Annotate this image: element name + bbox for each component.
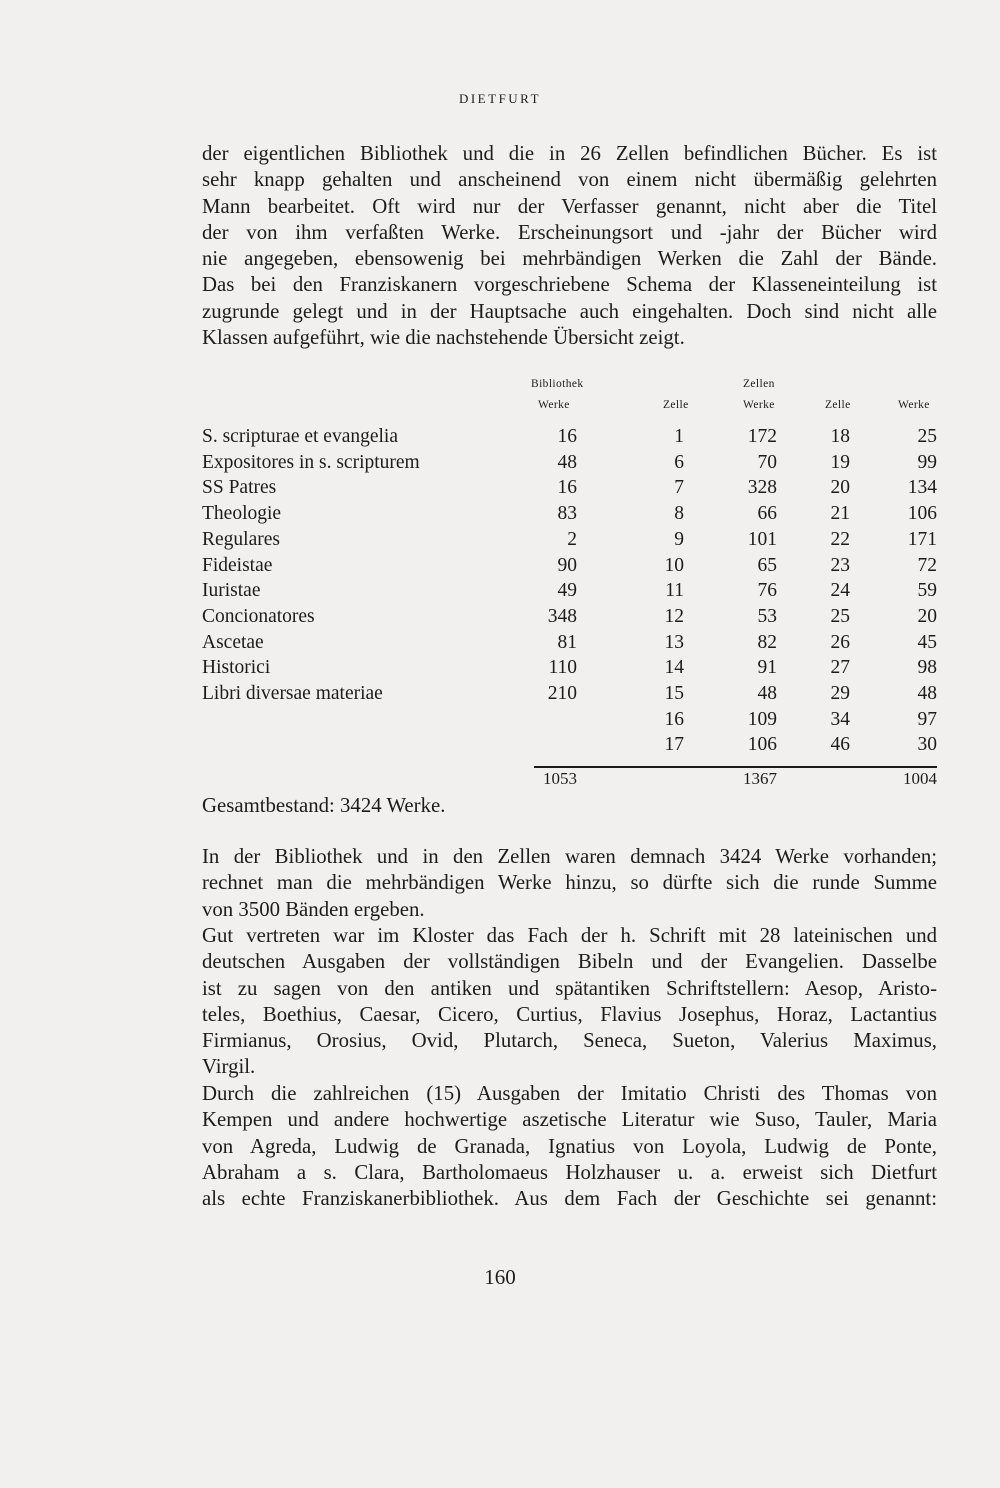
cell-zelle-1: 11 [665, 580, 684, 602]
cell-zelle-2: 23 [830, 554, 850, 576]
cell-zellen-werke-1: 91 [757, 657, 777, 679]
cell-zelle-1: 16 [664, 708, 684, 730]
row-label: Ascetae [202, 631, 264, 653]
cell-zelle-2: 22 [830, 528, 850, 550]
total-bibliothek: 1053 [543, 769, 577, 788]
cell-zellen-werke-2: 99 [917, 451, 937, 473]
table-row [202, 606, 937, 632]
row-label: Fideistae [202, 554, 273, 576]
text-line: teles, Boethius, Caesar, Cicero, Curtius, Flavius Josephus, Horaz, Lactantius [202, 1002, 937, 1026]
text-line: Klassen aufgeführt, wie die nachstehende Übersicht zeigt. [202, 326, 685, 350]
table-row [202, 657, 937, 683]
cell-zelle-1: 17 [664, 734, 684, 756]
text-line: von Agreda, Ludwig de Granada, Ignatius von Loyola, Ludwig de Ponte, [202, 1134, 937, 1158]
text-line: Abraham a s. Clara, Bartholomaeus Holzhauser u. a. erweist sich Dietfurt [202, 1160, 937, 1184]
header-bibliothek: Bibliothek [531, 378, 584, 390]
cell-zelle-2: 25 [830, 605, 850, 627]
cell-bibliothek-werke: 81 [557, 631, 577, 653]
table-row [202, 426, 937, 452]
text-line: rechnet man die mehrbändigen Werke hinzu, so dürfte sich die runde Summe [202, 871, 937, 895]
table-row [202, 632, 937, 658]
cell-bibliothek-werke: 48 [557, 451, 577, 473]
text-line: Durch die zahlreichen (15) Ausgaben der Imitatio Christi des Thomas von [202, 1082, 937, 1105]
cell-zelle-2: 20 [830, 477, 850, 499]
header-werke-zellen-2: Werke [898, 399, 930, 411]
cell-zellen-werke-1: 53 [757, 605, 777, 627]
cell-zellen-werke-2: 106 [907, 503, 937, 525]
row-label: Iuristae [202, 580, 261, 602]
header-werke-bibliothek: Werke [538, 399, 570, 411]
holdings-table [202, 374, 937, 794]
table-row [202, 529, 937, 555]
table-row [202, 503, 937, 529]
cell-zellen-werke-2: 171 [907, 528, 937, 550]
cell-zellen-werke-2: 97 [917, 708, 937, 730]
table-row [202, 477, 937, 503]
table-row [202, 580, 937, 606]
text-line: als echte Franziskanerbibliothek. Aus dem Fach der Geschichte sei genannt: [202, 1187, 937, 1211]
cell-zellen-werke-2: 59 [917, 580, 937, 602]
text-line: sehr knapp gehalten und anscheinend von einem nicht übermäßig gelehrten [202, 168, 937, 192]
cell-zelle-2: 46 [830, 734, 850, 756]
cell-bibliothek-werke: 49 [557, 580, 577, 602]
row-label: Theologie [202, 503, 282, 525]
cell-zellen-werke-1: 172 [747, 426, 777, 447]
cell-zelle-1: 15 [664, 683, 684, 704]
text-line: nie angegeben, ebensowenig bei mehrbändigen Werken die Zahl der Bände. [202, 247, 937, 271]
text-line: der von ihm verfaßten Werke. Erscheinungsort und -jahr der Bücher wird [202, 220, 937, 244]
table-row [202, 734, 937, 760]
cell-zelle-1: 9 [674, 528, 684, 550]
cell-bibliothek-werke: 348 [547, 605, 577, 627]
cell-bibliothek-werke: 16 [557, 477, 577, 499]
table-row [202, 709, 937, 735]
paragraph-4 [202, 1081, 937, 1212]
cell-zellen-werke-2: 98 [917, 657, 937, 679]
cell-zellen-werke-1: 48 [757, 683, 777, 704]
cell-zelle-2: 26 [830, 631, 850, 653]
cell-zelle-1: 6 [674, 451, 684, 473]
cell-zellen-werke-1: 66 [757, 503, 777, 525]
cell-bibliothek-werke: 110 [548, 657, 577, 679]
header-zelle-1: Zelle [663, 399, 689, 411]
text-line: Kempen und andere hochwertige aszetische Literatur wie Suso, Tauler, Maria [202, 1108, 937, 1132]
text-line: Firmianus, Orosius, Ovid, Plutarch, Seneca, Sueton, Valerius Maximus, [202, 1029, 937, 1053]
cell-zellen-werke-1: 106 [747, 734, 777, 756]
paragraph-2 [202, 844, 937, 923]
cell-zellen-werke-2: 48 [917, 683, 937, 704]
cell-bibliothek-werke: 83 [557, 503, 577, 525]
cell-zellen-werke-2: 20 [917, 605, 937, 627]
cell-zelle-1: 14 [664, 657, 684, 679]
cell-zelle-2: 21 [830, 503, 850, 525]
text-line: Virgil. [202, 1055, 256, 1079]
cell-zelle-1: 10 [664, 554, 684, 576]
paragraph-3 [202, 923, 937, 1081]
text-line: der eigentlichen Bibliothek und die in 26 Zellen befindlichen Bücher. Es ist [202, 142, 937, 165]
text-line: Mann bearbeitet. Oft wird nur der Verfasser genannt, nicht aber die Titel [202, 194, 937, 218]
text-line: ist zu sagen von den antiken und spätantiken Schriftstellern: Aesop, Aristo- [202, 976, 937, 1000]
cell-bibliothek-werke: 16 [557, 426, 577, 447]
total-rule [534, 766, 937, 768]
row-label: Libri diversae materiae [202, 683, 383, 704]
cell-zellen-werke-1: 101 [747, 528, 777, 550]
cell-zellen-werke-1: 82 [757, 631, 777, 653]
row-label: SS Patres [202, 477, 277, 499]
cell-zellen-werke-2: 72 [917, 554, 937, 576]
row-label: Concionatores [202, 605, 315, 627]
cell-zelle-2: 29 [830, 683, 850, 704]
table-row [202, 683, 937, 709]
text-line: von 3500 Bänden ergeben. [202, 897, 425, 921]
table-row [202, 555, 937, 581]
cell-zellen-werke-1: 76 [757, 580, 777, 602]
text-line: In der Bibliothek und in den Zellen waren demnach 3424 Werke vorhanden; [202, 845, 937, 868]
summary-line: Gesamtbestand: 3424 Werke. [202, 794, 446, 817]
running-head: DIETFURT [458, 91, 542, 106]
header-zellen: Zellen [743, 378, 775, 390]
cell-zelle-1: 1 [674, 426, 684, 447]
row-label: Regulares [202, 528, 280, 550]
cell-zellen-werke-1: 328 [747, 477, 777, 499]
cell-zelle-2: 24 [830, 580, 850, 602]
total-zellen-1: 1367 [743, 769, 777, 788]
row-label: S. scripturae et evangelia [202, 426, 398, 447]
cell-zelle-1: 12 [664, 605, 684, 627]
cell-zellen-werke-2: 134 [907, 477, 937, 499]
cell-zellen-werke-1: 109 [747, 708, 777, 730]
row-label: Historici [202, 657, 271, 679]
cell-zellen-werke-2: 45 [917, 631, 937, 653]
cell-bibliothek-werke: 2 [567, 528, 577, 550]
cell-zelle-1: 13 [664, 631, 684, 653]
cell-zelle-2: 27 [830, 657, 850, 679]
cell-zelle-2: 18 [830, 426, 850, 447]
text-line: zugrunde gelegt und in der Hauptsache auch eingehalten. Doch sind nicht alle [202, 299, 937, 323]
cell-zellen-werke-2: 25 [917, 426, 937, 447]
cell-zelle-1: 8 [674, 503, 684, 525]
header-zelle-2: Zelle [825, 399, 851, 411]
cell-zellen-werke-1: 65 [757, 554, 777, 576]
cell-zelle-1: 7 [674, 477, 684, 499]
cell-bibliothek-werke: 90 [557, 554, 577, 576]
cell-zellen-werke-1: 70 [757, 451, 777, 473]
cell-zelle-2: 34 [830, 708, 850, 730]
text-line: Das bei den Franziskanern vorgeschriebene Schema der Klasseneinteilung ist [202, 273, 937, 297]
intro-paragraph [202, 141, 937, 351]
text-line: deutschen Ausgaben der vollständigen Bibeln und der Evangelien. Dasselbe [202, 950, 937, 974]
cell-zelle-2: 19 [830, 451, 850, 473]
cell-bibliothek-werke: 210 [547, 683, 577, 704]
header-werke-zellen-1: Werke [743, 399, 775, 411]
row-label: Expositores in s. scripturem [202, 451, 420, 473]
page-number: 160 [484, 1265, 516, 1289]
table-row [202, 452, 937, 478]
total-zellen-2: 1004 [903, 769, 937, 788]
cell-zellen-werke-2: 30 [917, 734, 937, 756]
text-line: Gut vertreten war im Kloster das Fach der h. Schrift mit 28 lateinischen und [202, 924, 937, 947]
